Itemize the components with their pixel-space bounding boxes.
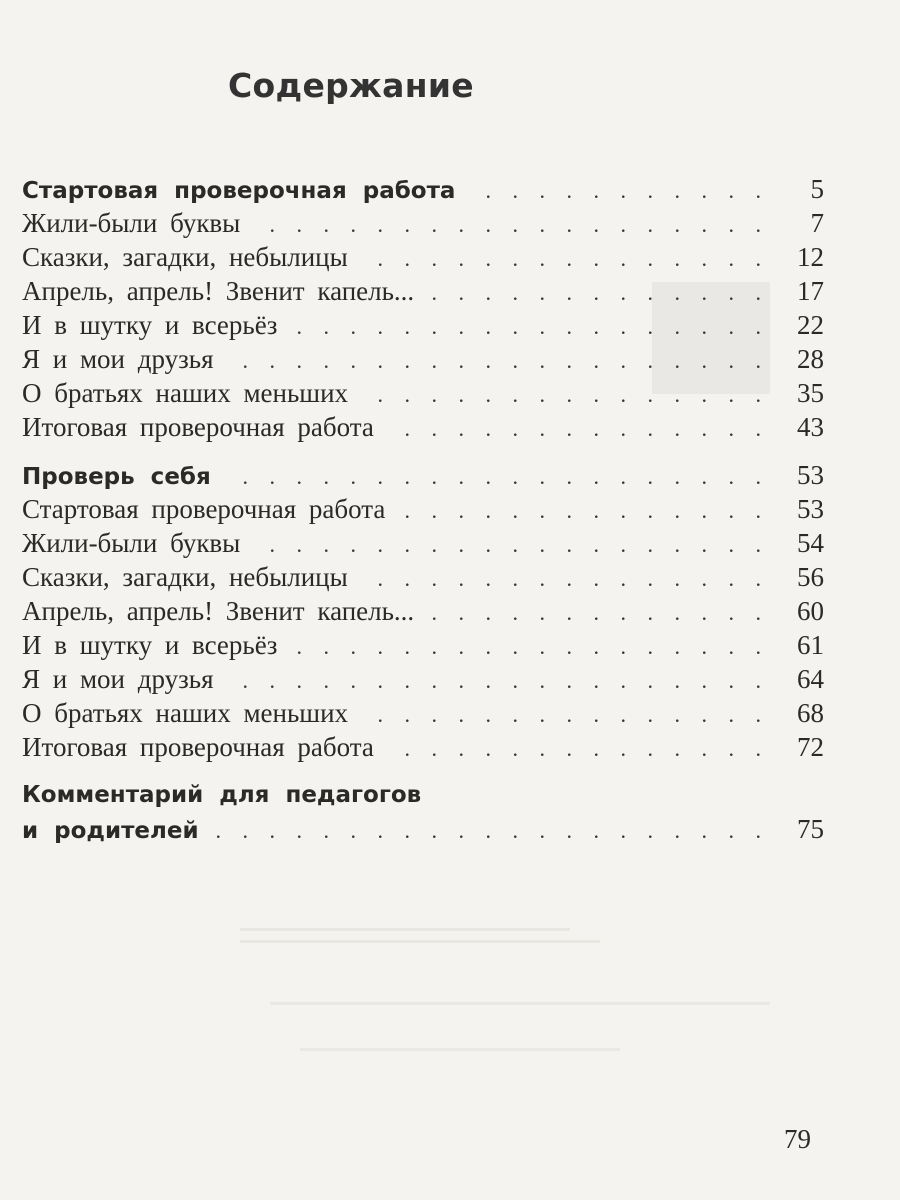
toc-entry-label: И в шутку и всерьёз [22, 630, 278, 660]
toc-entry[interactable] [22, 240, 824, 274]
toc-section-commentary [22, 778, 824, 846]
page-number: 79 [784, 1124, 811, 1154]
dot-leader [291, 310, 766, 344]
toc-page-number: 35 [797, 378, 824, 408]
dot-leader [399, 494, 766, 528]
toc-entry[interactable] [22, 492, 824, 526]
toc-entry-label: Апрель, апрель! Звенит капель... [22, 596, 415, 626]
toc-entry-label: О братьях наших меньших [22, 378, 349, 408]
toc-entry-label: Стартовая проверочная работа [22, 494, 386, 524]
toc-heading-line[interactable] [22, 778, 824, 812]
toc-heading-label: и родителей [22, 818, 199, 844]
dot-leader [428, 276, 766, 310]
dot-leader [228, 664, 766, 698]
toc-page-number: 12 [797, 242, 824, 272]
toc-entry-label: Жили-были буквы [22, 528, 241, 558]
toc-page-number: 28 [797, 344, 824, 374]
toc-entry[interactable] [22, 594, 824, 628]
toc-entry-label: Апрель, апрель! Звенит капель... [22, 276, 415, 306]
toc-entry[interactable] [22, 526, 824, 560]
toc-entry[interactable] [22, 560, 824, 594]
toc-page-number: 53 [797, 494, 824, 524]
toc-heading-label: Стартовая проверочная работа [22, 178, 456, 204]
toc-entry-label: Итоговая проверочная работа [22, 412, 374, 442]
toc-page-number: 64 [797, 664, 824, 694]
show-through-mark [240, 940, 600, 943]
toc-page-number: 61 [797, 630, 824, 660]
show-through-mark [270, 1002, 770, 1005]
toc-entry[interactable] [22, 376, 824, 410]
toc-heading-label: Комментарий для педагогов [22, 782, 422, 808]
toc-entry-label: Сказки, загадки, небылицы [22, 242, 348, 272]
dot-leader [428, 596, 766, 630]
toc-entry[interactable] [22, 662, 824, 696]
toc-entry-label: Я и мои друзья [22, 344, 214, 374]
toc-page-number: 75 [797, 814, 824, 844]
toc-entry[interactable] [22, 308, 824, 342]
toc-page-number: 22 [797, 310, 824, 340]
dot-leader [291, 630, 766, 664]
toc-heading[interactable] [22, 172, 824, 206]
toc-heading[interactable] [22, 458, 824, 492]
toc-entry[interactable] [22, 410, 824, 444]
toc-page-number: 7 [810, 208, 824, 238]
toc-entry[interactable] [22, 696, 824, 730]
dot-leader [362, 562, 766, 596]
toc-section-main [22, 172, 824, 444]
toc-page-number: 68 [797, 698, 824, 728]
dot-leader [362, 242, 766, 276]
toc-entry-label: И в шутку и всерьёз [22, 310, 278, 340]
toc-entry-label: Сказки, загадки, небылицы [22, 562, 348, 592]
toc-heading-label: Проверь себя [22, 464, 211, 490]
toc-entry[interactable] [22, 274, 824, 308]
dot-leader [228, 344, 766, 378]
toc-entry-label: Жили-были буквы [22, 208, 241, 238]
toc-entry[interactable] [22, 628, 824, 662]
toc-entry-label: Я и мои друзья [22, 664, 214, 694]
dot-leader [362, 698, 766, 732]
toc-page-number: 54 [797, 528, 824, 558]
dot-leader [254, 208, 766, 242]
toc-page-number: 72 [797, 732, 824, 762]
toc-page-number: 53 [797, 460, 824, 490]
table-of-contents [22, 172, 824, 852]
dot-leader [388, 732, 766, 766]
dot-leader [469, 174, 766, 208]
toc-page-number: 43 [797, 412, 824, 442]
toc-heading[interactable] [22, 812, 824, 846]
toc-page-number: 5 [810, 174, 824, 204]
dot-leader [225, 460, 766, 494]
toc-page-number: 60 [797, 596, 824, 626]
toc-entry[interactable] [22, 730, 824, 764]
toc-section-self-check [22, 458, 824, 764]
toc-entry-label: Итоговая проверочная работа [22, 732, 374, 762]
show-through-mark [240, 928, 570, 931]
show-through-mark [300, 1048, 620, 1051]
dot-leader [388, 412, 766, 446]
toc-entry[interactable] [22, 342, 824, 376]
dot-leader [201, 814, 766, 848]
page-title: Содержание [228, 66, 474, 105]
dot-leader [362, 378, 766, 412]
toc-entry[interactable] [22, 206, 824, 240]
toc-entry-label: О братьях наших меньших [22, 698, 349, 728]
toc-page-number: 17 [797, 276, 824, 306]
dot-leader [254, 528, 766, 562]
toc-page-number: 56 [797, 562, 824, 592]
